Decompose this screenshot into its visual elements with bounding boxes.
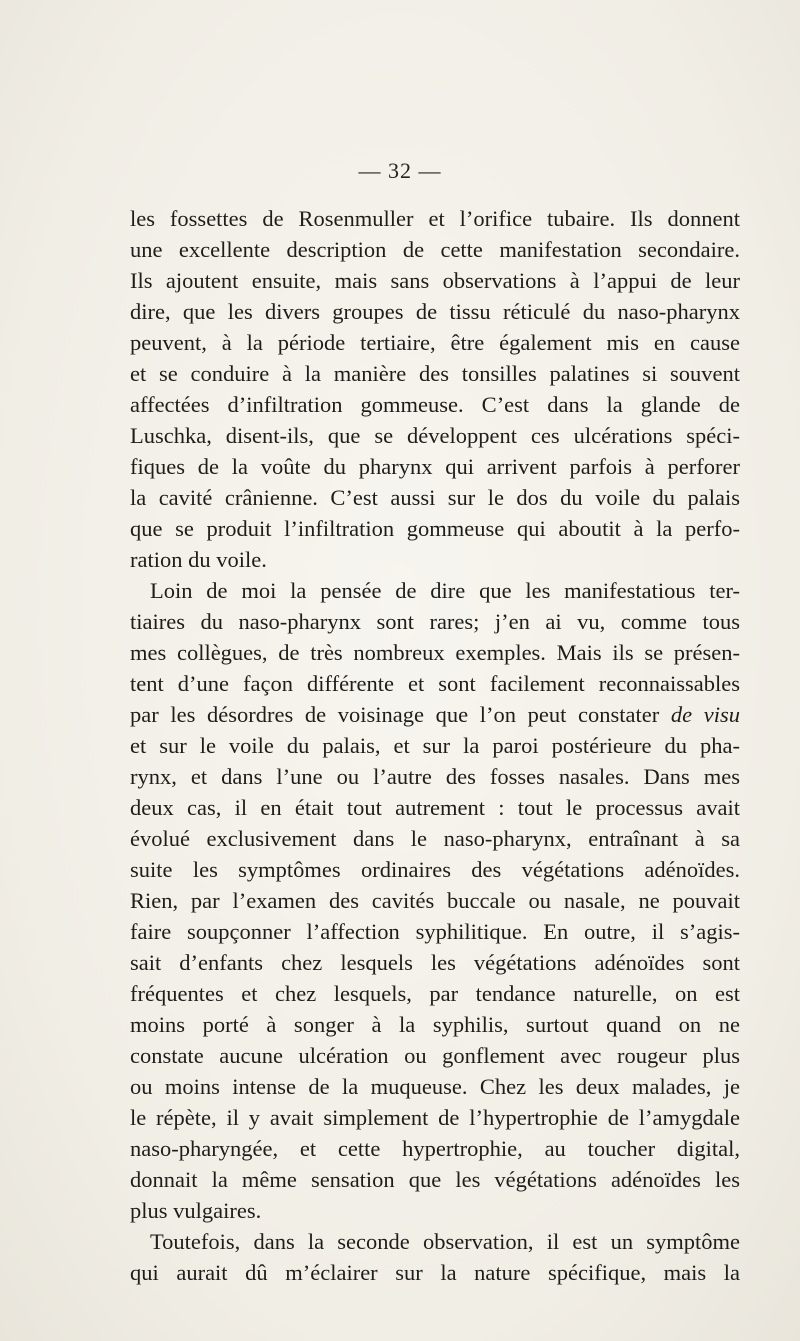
page-number: — 32 — (358, 158, 442, 183)
text-line: faire soupçonner l’affection syphilitique. En outre, il s’agis- (130, 919, 740, 944)
paragraph-3 (130, 1226, 740, 1288)
text-line: Loin de moi la pensée de dire que les manifestatious ter- (150, 578, 740, 603)
text-line: sait d’enfants chez lesquels les végétations adénoïdes sont (130, 950, 740, 975)
text-line: fréquentes et chez lesquels, par tendance naturelle, on est (130, 981, 740, 1006)
text-line: dire, que les divers groupes de tissu réticulé du naso-pharynx (130, 299, 740, 324)
text-line: tiaires du naso-pharynx sont rares; j’en ai vu, comme tous (130, 609, 740, 634)
text-line: affectées d’infiltration gommeuse. C’est dans la glande de (130, 392, 740, 417)
text-line: mes collègues, de très nombreux exemples. Mais ils se présen- (130, 640, 740, 665)
text-line: la cavité crânienne. C’est aussi sur le dos du voile du palais (130, 485, 740, 510)
text-line: deux cas, il en était tout autrement : tout le processus avait (130, 795, 740, 820)
text-line: évolué exclusivement dans le naso-pharynx, entraînant à sa (130, 826, 740, 851)
text-line: fiques de la voûte du pharynx qui arrivent parfois à perforer (130, 454, 740, 479)
text-line: moins porté à songer à la syphilis, surtout quand on ne (130, 1012, 740, 1037)
text-line: Ils ajoutent ensuite, mais sans observations à l’appui de leur (130, 268, 740, 293)
text-line: tent d’une façon différente et sont facilement reconnaissables (130, 671, 740, 696)
paragraph-2 (130, 575, 740, 1226)
text-line: le répète, il y avait simplement de l’hypertrophie de l’amygdale (130, 1105, 740, 1130)
text-line: et se conduire à la manière des tonsilles palatines si souvent (130, 361, 740, 386)
text-line-with-italic (130, 699, 740, 730)
paragraph-1 (130, 203, 740, 575)
text-line: les fossettes de Rosenmuller et l’orifice tubaire. Ils donnent (130, 206, 740, 231)
italic-phrase: de visu (670, 702, 740, 727)
text-line: donnait la même sensation que les végétations adénoïdes les (130, 1167, 740, 1192)
text-line: ration du voile. (130, 547, 267, 572)
text-line: suite les symptômes ordinaires des végétations adénoïdes. (130, 857, 740, 882)
text-line: Luschka, disent-ils, que se développent ces ulcérations spéci- (130, 423, 740, 448)
text-line: Toutefois, dans la seconde observation, il est un symptôme (150, 1229, 740, 1254)
text-line: que se produit l’infiltration gommeuse qui aboutit à la perfo- (130, 516, 740, 541)
text-line: Rien, par l’examen des cavités buccale ou nasale, ne pouvait (130, 888, 740, 913)
text-line: et sur le voile du palais, et sur la paroi postérieure du pha- (130, 733, 740, 758)
text-line: plus vulgaires. (130, 1198, 262, 1223)
text-line: constate aucune ulcération ou gonflement avec rougeur plus (130, 1043, 740, 1068)
text-line: naso-pharyngée, et cette hypertrophie, au toucher digital, (130, 1136, 740, 1161)
body-text (130, 203, 740, 1288)
text-line: ou moins intense de la muqueuse. Chez les deux malades, je (130, 1074, 740, 1099)
text-line: peuvent, à la période tertiaire, être également mis en cause (130, 330, 740, 355)
text-line: rynx, et dans l’une ou l’autre des fosses nasales. Dans mes (130, 764, 740, 789)
text-segment: par les désordres de voisinage que l’on peut constater (130, 702, 671, 727)
text-line: qui aurait dû m’éclairer sur la nature spécifique, mais la (130, 1260, 740, 1285)
text-line: une excellente description de cette manifestation secondaire. (130, 237, 740, 262)
